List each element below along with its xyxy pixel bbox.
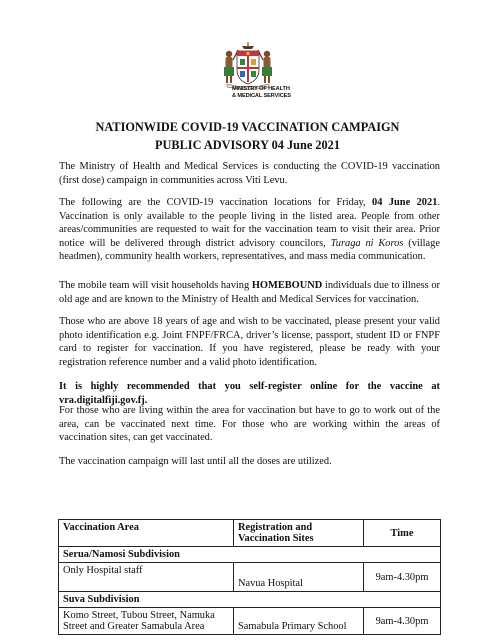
site-cell: Navua Hospital [234, 563, 364, 592]
table-row [59, 608, 441, 635]
vaccination-schedule-table [58, 519, 441, 635]
table-row [59, 563, 441, 592]
time-cell: 9am-4.30pm [364, 608, 441, 635]
homebound-highlight: HOMEBOUND [251, 280, 323, 291]
date-highlight: 04 June 2021 [372, 197, 438, 208]
intro-paragraph: The Ministry of Health and Medical Services is conducting the COVID-19 vaccination (first dose) campaign in communities across Viti Levu. [59, 161, 440, 186]
homebound-text-a: The mobile team will visit households having [59, 280, 252, 291]
area-cell: Komo Street, Tubou Street, Namuka Street and Greater Samabula Area [59, 608, 234, 635]
header-time: Time [364, 520, 441, 547]
locations-text-e: (village headmen), community health workers, representatives, and mass media communication. [59, 237, 440, 263]
table-section-row [59, 547, 441, 563]
left-supporter-figure [224, 50, 238, 83]
section-suva: Suva Subdivision [59, 592, 441, 608]
ministry-name-line2: & MEDICAL SERVICES [232, 93, 291, 99]
site-cell: Samabula Primary School [234, 608, 364, 635]
locations-text-a: The following are the COVID-19 vaccination locations for Friday, [59, 197, 373, 208]
identification-paragraph: Those who are above 18 years of age and wish to be vaccinated, please present your valid photo identification e.g. Joint FNPF/FRCA, driver’s license, passport, student ID or FNPF card to register for vaccination. If you have registered, please be ready with your registration reference number and a valid photo identification. [59, 316, 440, 368]
work-area-paragraph: For those who are living within the area for vaccination but have to go to work out of the area, can be vaccinated next time. For those who are working within the areas of vaccination sites, can get vaccinated. [59, 405, 440, 444]
homebound-paragraph [59, 279, 440, 306]
table-section-row [59, 592, 441, 608]
self-register-text: It is highly recommended that you self-register online for the vaccine at vra.digitalfiji.gov.fj. [59, 381, 440, 406]
campaign-duration-paragraph: The vaccination campaign will last until all the doses are utilized. [59, 456, 332, 467]
locations-text-c: . Vaccination is only available to the people living in the listed area. People from other areas/communities are requested to wait for the vaccination team to visit their area. Prior notice will be delivered through district advisory councilors, [59, 197, 440, 249]
time-cell: 9am-4.30pm [364, 563, 441, 592]
shield-icon [237, 51, 259, 84]
header-registration-sites: Registration and Vaccination Sites [234, 520, 364, 547]
locations-paragraph [59, 196, 440, 264]
turaga-ni-koros-term: Turaga ni Koros [330, 237, 404, 249]
advisory-title: PUBLIC ADVISORY 04 June 2021 [155, 138, 340, 152]
section-serua-namosi: Serua/Namosi Subdivision [59, 547, 441, 563]
ministry-name [232, 86, 322, 100]
campaign-title: NATIONWIDE COVID-19 VACCINATION CAMPAIGN [95, 120, 400, 134]
ministry-name-line1: MINISTRY OF HEALTH [232, 86, 290, 92]
homebound-text-c: individuals due to illness or old age and are known to the Ministry of Health and Medical Services for vaccination. [59, 280, 440, 305]
header-vaccination-area: Vaccination Area [59, 520, 234, 547]
fiji-coat-of-arms-logo [213, 40, 283, 90]
table-header-row [59, 520, 441, 547]
area-cell: Only Hospital staff [59, 563, 234, 592]
right-supporter-figure [258, 50, 272, 83]
